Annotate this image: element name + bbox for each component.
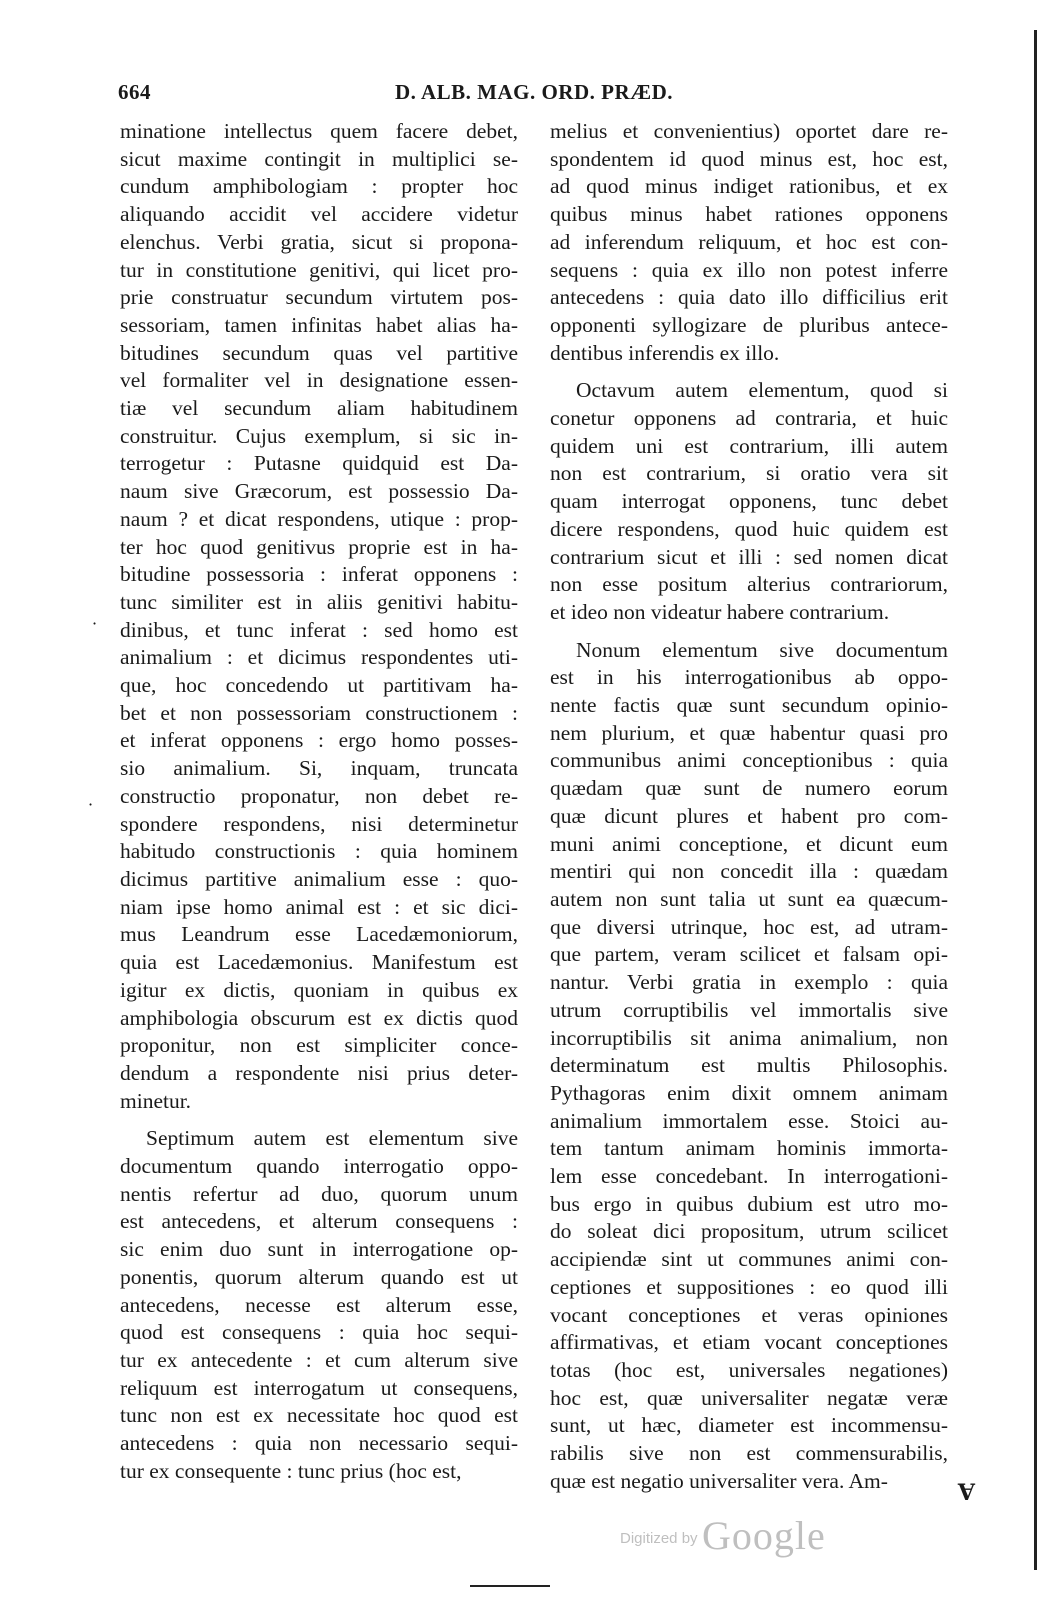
text-line: tiæ vel secundum aliam habitudinem xyxy=(120,396,518,421)
text-line: utrum corruptibilis vel immortalis sive xyxy=(550,997,948,1022)
text-line: nem plurium, et quæ habentur quasi pro xyxy=(550,720,948,745)
text-line: terrogetur : Putasne quidquid est Da- xyxy=(120,451,518,476)
text-line: sicut maxime contingit in multiplici se- xyxy=(120,146,518,171)
text-line: quam interrogat opponens, tunc debet xyxy=(550,489,948,514)
text-line: niam ipse homo animal est : et sic dici- xyxy=(120,894,518,919)
text-line: nente factis quæ sunt secundum opinio- xyxy=(550,693,948,718)
text-line: spondentem id quod minus est, hoc est, xyxy=(550,146,948,171)
page-number: 664 xyxy=(118,80,151,104)
text-line: bitudines secundum quas vel partitive xyxy=(120,340,518,365)
text-line: construitur. Cujus exemplum, si sic in- xyxy=(120,423,518,448)
text-line: quidem uni est contrarium, illi autem xyxy=(550,433,948,458)
paragraph xyxy=(120,118,518,1115)
text-line: elenchus. Verbi gratia, sicut si propona- xyxy=(120,229,518,254)
text-line: et ideo non videatur habere contrarium. xyxy=(550,599,890,624)
text-line: mentiri qui non concedit illa : quædam xyxy=(550,859,948,884)
text-line: do soleat dici propositum, utrum scilicet xyxy=(550,1219,948,1244)
google-logo: Google xyxy=(702,1513,826,1558)
text-line: et inferat opponens : ergo homo posses- xyxy=(120,728,518,753)
text-line: Pythagoras enim dixit omnem animam xyxy=(550,1080,948,1105)
margin-dot: · xyxy=(92,614,98,633)
text-line: totas (hoc est, universales negationes) xyxy=(550,1357,948,1382)
text-line: affirmativas, et etiam vocant conceptiones xyxy=(550,1330,948,1355)
text-line: nantur. Verbi gratia in exemplo : quia xyxy=(550,970,948,995)
text-line: quæ est negatio universaliter vera. Am- xyxy=(550,1468,888,1493)
text-line: vocant conceptiones et veras opiniones xyxy=(550,1302,948,1327)
text-line: quæ dicunt plures et habent pro com- xyxy=(550,803,948,828)
text-line: animalium immortalem esse. Stoici au- xyxy=(550,1108,948,1133)
text-line: cundum amphibologiam : propter hoc xyxy=(120,174,518,199)
text-line: sessoriam, tamen infinitas habet alias ha- xyxy=(120,312,518,337)
text-line: ad inferendum reliquum, et hoc est con- xyxy=(550,229,948,254)
text-line: non esse positum alterius contrariorum, xyxy=(550,572,948,597)
text-line: vel formaliter vel in designatione essen- xyxy=(120,368,518,393)
margin-dot: · xyxy=(88,795,94,814)
paragraph xyxy=(550,118,948,367)
text-line: determinatum est multis Philosophis. xyxy=(550,1053,948,1078)
digitized-watermark xyxy=(620,1512,826,1559)
text-line: spondere respondens, nisi determinetur xyxy=(120,811,518,836)
text-line: dinibus, et tunc inferat : sed homo est xyxy=(120,617,518,642)
text-line: igitur ex dictis, quoniam in quibus ex xyxy=(120,977,518,1002)
text-line: prie construatur secundum virtutem pos- xyxy=(120,285,518,310)
text-line: mus Leandrum esse Lacedæmoniorum, xyxy=(120,922,518,947)
running-head: D. ALB. MAG. ORD. PRÆD. xyxy=(394,80,674,104)
left-column xyxy=(120,118,518,1485)
text-line: Nonum elementum sive documentum xyxy=(576,637,948,662)
text-line: quia est Lacedæmonius. Manifestum est xyxy=(120,950,518,975)
text-line: est antecedens, et alterum consequens : xyxy=(120,1209,518,1234)
page-edge-rule xyxy=(1034,30,1037,1570)
text-line: bus ergo in quibus dubium est utro mo- xyxy=(550,1191,948,1216)
text-line: accipiendæ sint ut communes animi con- xyxy=(550,1247,948,1272)
text-line: hoc est, quæ universaliter negatæ veræ xyxy=(550,1385,948,1410)
text-line: animalium : et dicimus respondentes uti- xyxy=(120,645,518,670)
digitized-label: Digitized by xyxy=(620,1530,698,1547)
text-line: tur ex consequente : tunc prius (hoc est, xyxy=(120,1458,462,1483)
text-line: dicimus partitive animalium esse : quo- xyxy=(120,866,518,891)
text-line: conetur opponens ad contraria, et huic xyxy=(550,406,948,431)
text-line: est in his interrogationibus ab oppo- xyxy=(550,665,948,690)
text-line: antecedens : quia dato illo difficilius erit xyxy=(550,285,948,310)
text-line: que, hoc concedendo ut partitivam ha- xyxy=(120,673,518,698)
text-line: constructio proponatur, non debet re- xyxy=(120,783,518,808)
text-line: minetur. xyxy=(120,1088,192,1113)
text-line: que diversi utrinque, hoc est, ad utram- xyxy=(550,914,948,939)
text-line: nentis refertur ad duo, quorum unum xyxy=(120,1181,518,1206)
text-line: reliquum est interrogatum ut consequens, xyxy=(120,1375,518,1400)
text-line: que partem, veram scilicet et falsam opi- xyxy=(550,942,948,967)
text-line: ceptiones et suppositiones : eo quod illi xyxy=(550,1274,948,1299)
bottom-rule xyxy=(470,1585,550,1587)
text-line: ter hoc quod genitivus proprie est in ha- xyxy=(120,534,518,559)
text-line: rabilis sive non est commensurabilis, xyxy=(550,1441,948,1466)
text-line: quædam quæ sunt de numero eorum xyxy=(550,776,948,801)
text-line: dicere respondens, quod huic quidem est xyxy=(550,516,948,541)
text-line: incorruptibilis sit anima animalium, non xyxy=(550,1025,948,1050)
text-line: minatione intellectus quem facere debet, xyxy=(120,119,518,143)
text-line: autem non sunt talia ut sunt ea quæcum- xyxy=(550,886,948,911)
text-line: tur ex antecedente : et cum alterum sive xyxy=(120,1347,518,1372)
text-line: habitudo constructionis : quia hominem xyxy=(120,839,518,864)
text-line: sio animalium. Si, inquam, truncata xyxy=(120,756,518,781)
text-line: bet et non possessoriam constructionem : xyxy=(120,700,518,725)
text-line: aliquando accidit vel accidere videtur xyxy=(120,202,518,227)
text-line: contrarium sicut et illi : sed nomen dicat xyxy=(550,544,948,569)
text-line: opponenti syllogizare de pluribus antece- xyxy=(550,312,948,337)
paragraph xyxy=(550,377,948,626)
text-line: amphibologia obscurum est ex dictis quod xyxy=(120,1005,518,1030)
paragraph-gap xyxy=(550,627,948,637)
text-line: tem tantum animam hominis immorta- xyxy=(550,1136,948,1161)
text-line: sequens : quia ex illo non potest inferre xyxy=(550,257,948,282)
text-line: antecedens : quia non necessario sequi- xyxy=(120,1431,518,1456)
text-line: sic enim duo sunt in interrogatione op- xyxy=(120,1237,518,1262)
text-line: tur in constitutione genitivi, qui licet pro- xyxy=(120,257,518,282)
margin-glyph: Ɐ xyxy=(957,1480,975,1506)
text-line: quibus minus habet rationes opponens xyxy=(550,202,948,227)
paragraph-gap xyxy=(120,1115,518,1125)
text-line: lem esse concedebant. In interrogationi- xyxy=(550,1164,948,1189)
text-line: tunc non est ex necessitate hoc quod est xyxy=(120,1403,518,1428)
paragraph xyxy=(120,1125,518,1485)
text-line: antecedens, necesse est alterum esse, xyxy=(120,1292,518,1317)
page-header xyxy=(118,74,950,108)
text-line: dendum a respondente nisi prius deter- xyxy=(120,1060,518,1085)
paragraph xyxy=(550,637,948,1496)
text-line: dentibus inferendis ex illo. xyxy=(550,340,780,365)
text-line: muni animi conceptione, et dicunt eum xyxy=(550,831,948,856)
text-line: non est contrarium, si oratio vera sit xyxy=(550,461,948,486)
text-line: tunc similiter est in aliis genitivi habitu- xyxy=(120,589,518,614)
text-line: ponentis, quorum alterum quando est ut xyxy=(120,1264,518,1289)
text-line: sunt, ut hæc, diameter est incommensu- xyxy=(550,1413,948,1438)
text-line: ad quod minus indiget rationibus, et ex xyxy=(550,174,948,199)
text-line: Octavum autem elementum, quod si xyxy=(576,378,948,403)
text-line: naum ? et dicat respondens, utique : prop- xyxy=(120,506,518,531)
text-line: documentum quando interrogatio oppo- xyxy=(120,1154,518,1179)
right-column xyxy=(550,118,948,1495)
text-line: proponitur, non est simpliciter conce- xyxy=(120,1033,518,1058)
text-line: quod est consequens : quia hoc sequi- xyxy=(120,1320,518,1345)
text-line: naum sive Græcorum, est possessio Da- xyxy=(120,479,518,504)
text-line: Septimum autem est elementum sive xyxy=(146,1126,518,1151)
paragraph-gap xyxy=(550,367,948,377)
text-line: melius et convenientius) oportet dare re- xyxy=(550,119,948,143)
text-line: bitudine possessoria : inferat opponens : xyxy=(120,562,518,587)
text-line: communibus animi conceptionibus : quia xyxy=(550,748,948,773)
